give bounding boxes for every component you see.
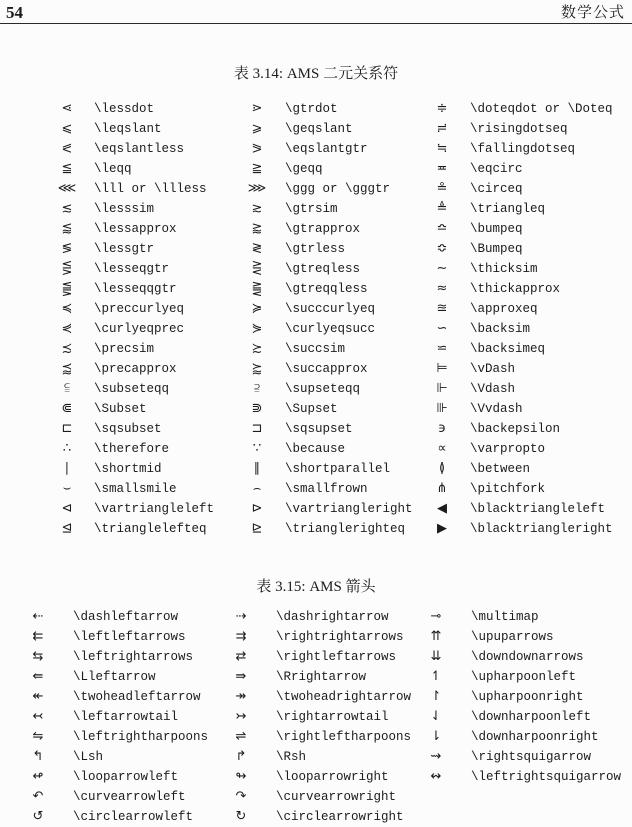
- symbol-cell: ⪖: [251, 141, 263, 156]
- command-cell: \leftrightharpoons: [73, 730, 209, 744]
- command-cell: \lessdot: [94, 102, 155, 116]
- symbol-cell: ⫅: [64, 381, 70, 396]
- command-cell: \blacktriangleright: [470, 522, 613, 536]
- command-cell: \Rrightarrow: [276, 670, 367, 684]
- command-cell: \sqsubset: [94, 422, 162, 436]
- symbol-cell: ↭: [430, 769, 442, 784]
- command-cell: \shortparallel: [285, 462, 391, 476]
- symbol-cell: ⪷: [61, 361, 73, 376]
- command-cell: \backsim: [470, 322, 531, 336]
- symbol-cell: ⊩: [436, 381, 448, 396]
- symbol-cell: ∥: [253, 461, 261, 476]
- symbol-cell: ⇃: [430, 709, 442, 724]
- symbol-cell: ↻: [235, 809, 247, 824]
- command-cell: \trianglerighteq: [285, 522, 406, 536]
- symbol-cell: ◀: [437, 501, 447, 516]
- symbol-cell: ∴: [62, 441, 72, 456]
- symbol-cell: ≶: [61, 241, 73, 256]
- symbol-cell: ≖: [436, 161, 448, 176]
- symbol-cell: ≬: [438, 461, 446, 476]
- command-cell: \doteqdot or \Doteq: [470, 102, 613, 116]
- symbol-cell: ≎: [436, 241, 448, 256]
- symbol-cell: ⇌: [235, 729, 247, 744]
- symbol-cell: ∼: [436, 261, 448, 276]
- command-cell: \downharpoonleft: [471, 710, 592, 724]
- symbol-cell: ≿: [251, 341, 263, 356]
- command-cell: \therefore: [94, 442, 170, 456]
- command-cell: \lesssim: [94, 202, 155, 216]
- command-cell: \backepsilon: [470, 422, 561, 436]
- command-cell: \Subset: [94, 402, 147, 416]
- command-cell: \supseteqq: [285, 382, 361, 396]
- command-cell: \precapprox: [94, 362, 177, 376]
- command-cell: \upharpoonright: [471, 690, 584, 704]
- symbol-cell: ⇋: [32, 729, 44, 744]
- symbol-cell: ⋔: [436, 481, 448, 496]
- symbol-cell: ▶: [437, 521, 447, 536]
- symbol-cell: ⋘: [57, 181, 77, 196]
- symbol-cell: ⇢: [235, 609, 247, 624]
- command-cell: \backsimeq: [470, 342, 546, 356]
- command-cell: \leftrightarrows: [73, 650, 194, 664]
- header-title: 数学公式: [560, 5, 625, 21]
- command-cell: \geqq: [285, 162, 323, 176]
- symbol-cell: ⋐: [61, 401, 73, 416]
- symbol-cell: ↣: [235, 709, 247, 724]
- command-cell: \vDash: [470, 362, 516, 376]
- command-cell: \succcurlyeq: [285, 302, 376, 316]
- command-cell: \gtreqqless: [285, 282, 368, 296]
- command-cell: \circlearrowleft: [73, 810, 194, 824]
- symbol-cell: ⌣: [62, 481, 72, 496]
- symbol-cell: ⪕: [61, 141, 73, 156]
- symbol-cell: ≜: [436, 201, 448, 216]
- command-cell: \rightleftharpoons: [276, 730, 412, 744]
- command-cell: \rightsquigarrow: [471, 750, 592, 764]
- command-cell: \Lsh: [73, 750, 104, 764]
- symbol-cell: ⊴: [61, 521, 73, 536]
- command-cell: \eqslantless: [94, 142, 185, 156]
- command-cell: \smallsmile: [94, 482, 177, 496]
- command-cell: \gtrless: [285, 242, 346, 256]
- command-cell: \dashleftarrow: [73, 610, 179, 624]
- command-cell: \Vvdash: [470, 402, 523, 416]
- symbol-cell: ↾: [430, 689, 442, 704]
- symbol-cell: ≊: [436, 301, 448, 316]
- symbol-cell: ⩾: [251, 121, 263, 136]
- symbol-cell: ≒: [436, 141, 448, 156]
- command-cell: \curlyeqprec: [94, 322, 185, 336]
- symbol-cell: ⇆: [32, 649, 44, 664]
- command-cell: \curlyeqsucc: [285, 322, 376, 336]
- symbol-cell: ⩽: [61, 121, 73, 136]
- symbol-cell: ↰: [32, 749, 44, 764]
- symbol-cell: ↠: [235, 689, 247, 704]
- command-cell: \multimap: [471, 610, 539, 624]
- symbol-cell: ≑: [436, 101, 448, 116]
- command-cell: \gtrsim: [285, 202, 338, 216]
- symbol-cell: ≦: [61, 161, 73, 176]
- command-cell: \curvearrowright: [276, 790, 397, 804]
- command-cell: \varpropto: [470, 442, 546, 456]
- symbol-cell: ⪌: [251, 281, 263, 296]
- command-cell: \gtrapprox: [285, 222, 361, 236]
- symbol-cell: ≏: [436, 221, 448, 236]
- symbol-cell: ∝: [437, 441, 447, 456]
- symbol-cell: ∣: [63, 461, 71, 476]
- command-cell: \rightrightarrows: [276, 630, 404, 644]
- symbol-cell: ∽: [436, 321, 448, 336]
- command-cell: \leftarrowtail: [73, 710, 179, 724]
- command-cell: \smallfrown: [285, 482, 368, 496]
- command-cell: \gtrdot: [285, 102, 338, 116]
- command-cell: \leftleftarrows: [73, 630, 186, 644]
- command-cell: \shortmid: [94, 462, 162, 476]
- command-cell: \geqslant: [285, 122, 353, 136]
- symbol-cell: ≗: [436, 181, 448, 196]
- command-cell: \rightleftarrows: [276, 650, 397, 664]
- symbol-cell: ≈: [436, 281, 448, 296]
- symbol-cell: ↱: [235, 749, 247, 764]
- symbol-cell: ⋑: [251, 401, 263, 416]
- symbol-cell: ⋚: [61, 261, 73, 276]
- command-cell: \upuparrows: [471, 630, 554, 644]
- command-cell: \eqcirc: [470, 162, 523, 176]
- symbol-cell: ⋞: [61, 321, 73, 336]
- symbol-cell: ↶: [32, 789, 44, 804]
- symbol-cell: ⊐: [251, 421, 263, 436]
- symbol-cell: ↿: [430, 669, 442, 684]
- command-cell: \looparrowleft: [73, 770, 179, 784]
- symbol-cell: ⪸: [251, 361, 263, 376]
- symbol-cell: ≾: [61, 341, 73, 356]
- command-cell: \between: [470, 462, 531, 476]
- symbol-cell: ⊪: [436, 401, 448, 416]
- symbol-cell: ⌢: [252, 481, 262, 496]
- command-cell: \pitchfork: [470, 482, 546, 496]
- command-cell: \triangleq: [470, 202, 546, 216]
- symbol-cell: ⇇: [32, 629, 44, 644]
- command-cell: \blacktriangleleft: [470, 502, 606, 516]
- symbol-cell: ⇠: [32, 609, 44, 624]
- symbol-cell: ⇂: [430, 729, 442, 744]
- command-cell: \dashrightarrow: [276, 610, 389, 624]
- symbol-cell: ≲: [61, 201, 73, 216]
- table-caption-3-14: 表 3.14: AMS 二元关系符: [233, 66, 399, 82]
- symbol-cell: ⊵: [251, 521, 263, 536]
- symbol-cell: ⇄: [235, 649, 247, 664]
- command-cell: \trianglelefteq: [94, 522, 207, 536]
- command-cell: \leftrightsquigarrow: [471, 770, 622, 784]
- symbol-cell: ≳: [251, 201, 263, 216]
- symbol-cell: ⋍: [436, 341, 448, 356]
- symbol-cell: ⋗: [251, 101, 263, 116]
- page-header: [0, 0, 632, 24]
- command-cell: \vartriangleright: [285, 502, 413, 516]
- symbol-cell: ≽: [251, 301, 263, 316]
- command-cell: \risingdotseq: [470, 122, 568, 136]
- symbol-cell: ⊨: [436, 361, 448, 376]
- symbol-cell: ⫆: [254, 381, 260, 396]
- command-cell: \rightarrowtail: [276, 710, 389, 724]
- command-cell: \lesseqgtr: [94, 262, 170, 276]
- command-cell: \vartriangleleft: [94, 502, 215, 516]
- symbol-cell: ⇊: [430, 649, 442, 664]
- command-cell: \approxeq: [470, 302, 538, 316]
- command-cell: \precsim: [94, 342, 155, 356]
- command-cell: \looparrowright: [276, 770, 389, 784]
- command-cell: \lesseqqgtr: [94, 282, 177, 296]
- command-cell: \lessapprox: [94, 222, 177, 236]
- command-cell: \leqslant: [94, 122, 162, 136]
- command-cell: \circeq: [470, 182, 523, 196]
- symbol-cell: ∵: [252, 441, 262, 456]
- symbol-cell: ⇈: [430, 629, 442, 644]
- symbol-cell: ⊳: [251, 501, 263, 516]
- command-cell: \downdownarrows: [471, 650, 584, 664]
- symbol-cell: ↫: [32, 769, 44, 784]
- command-cell: \downharpoonright: [471, 730, 599, 744]
- command-cell: \thicksim: [470, 262, 538, 276]
- symbol-cell: ⋛: [251, 261, 263, 276]
- command-cell: \upharpoonleft: [471, 670, 577, 684]
- symbol-cell: ⊏: [61, 421, 73, 436]
- command-cell: \succapprox: [285, 362, 368, 376]
- table-3-14-ams-binary-relations: [48, 99, 612, 539]
- command-cell: \sqsupset: [285, 422, 353, 436]
- symbol-cell: ϶: [438, 421, 446, 436]
- command-cell: \curvearrowleft: [73, 790, 186, 804]
- symbol-cell: ↷: [235, 789, 247, 804]
- page-number: 54: [6, 3, 23, 22]
- command-cell: \bumpeq: [470, 222, 523, 236]
- symbol-cell: ≓: [436, 121, 448, 136]
- command-cell: \succsim: [285, 342, 346, 356]
- command-cell: \Bumpeq: [470, 242, 523, 256]
- command-cell: \Supset: [285, 402, 338, 416]
- symbol-cell: ⊸: [430, 609, 442, 624]
- symbol-cell: ⇝: [430, 749, 442, 764]
- symbol-cell: ↢: [32, 709, 44, 724]
- symbol-cell: ↬: [235, 769, 247, 784]
- command-cell: \twoheadleftarrow: [73, 690, 201, 704]
- command-cell: \circlearrowright: [276, 810, 404, 824]
- command-cell: \twoheadrightarrow: [276, 690, 412, 704]
- symbol-cell: ⋖: [61, 101, 73, 116]
- table-caption-3-15: 表 3.15: AMS 箭头: [256, 579, 376, 595]
- command-cell: \lll or \llless: [94, 182, 207, 196]
- symbol-cell: ≷: [251, 241, 263, 256]
- command-cell: \subseteqq: [94, 382, 170, 396]
- command-cell: \Rsh: [276, 750, 307, 764]
- symbol-cell: ⪋: [61, 281, 73, 296]
- symbol-cell: ⊲: [61, 501, 73, 516]
- command-cell: \Vdash: [470, 382, 516, 396]
- command-cell: \preccurlyeq: [94, 302, 185, 316]
- command-cell: \fallingdotseq: [470, 142, 576, 156]
- command-cell: \eqslantgtr: [285, 142, 368, 156]
- command-cell: \lessgtr: [94, 242, 155, 256]
- symbol-cell: ⋟: [251, 321, 263, 336]
- table-3-15-ams-arrows: [18, 607, 628, 827]
- symbol-cell: ≧: [251, 161, 263, 176]
- symbol-cell: ⇚: [32, 669, 44, 684]
- command-cell: \ggg or \gggtr: [285, 182, 391, 196]
- symbol-cell: ↺: [32, 809, 44, 824]
- command-cell: \thickapprox: [470, 282, 561, 296]
- command-cell: \leqq: [94, 162, 132, 176]
- symbol-cell: ⋙: [247, 181, 267, 196]
- command-cell: \gtreqless: [285, 262, 361, 276]
- symbol-cell: ⪅: [61, 221, 73, 236]
- symbol-cell: ≼: [61, 301, 73, 316]
- symbol-cell: ⇛: [235, 669, 247, 684]
- command-cell: \Lleftarrow: [73, 670, 156, 684]
- symbol-cell: ⇉: [235, 629, 247, 644]
- symbol-cell: ⪆: [251, 221, 263, 236]
- command-cell: \because: [285, 442, 346, 456]
- symbol-cell: ↞: [32, 689, 44, 704]
